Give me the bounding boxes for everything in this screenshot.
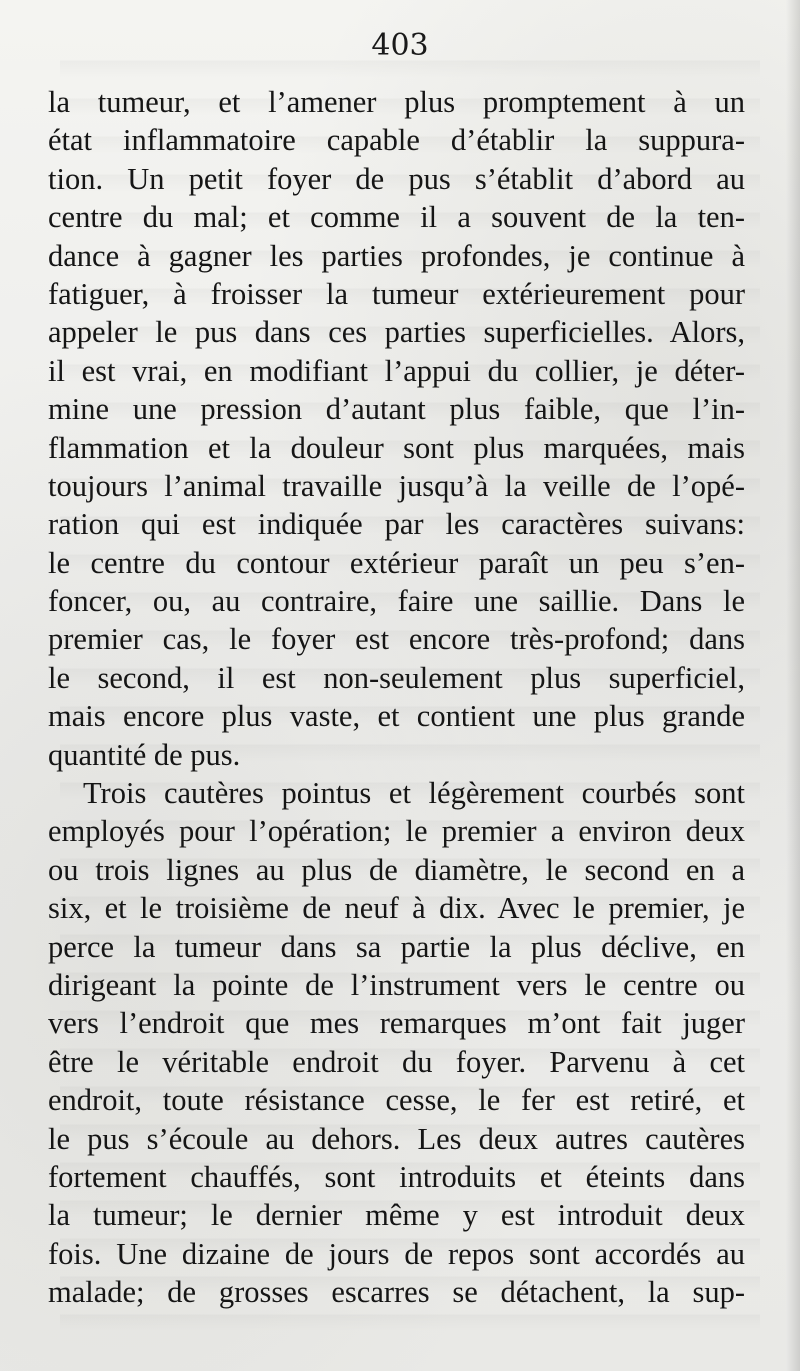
text-line: centre du mal; et comme il a souvent de la ten-	[48, 200, 745, 235]
page-edge-shadow	[786, 0, 800, 1371]
text-line: premier cas, le foyer est encore très-profond; dans	[48, 622, 745, 657]
text-line: tion. Un petit foyer de pus s’établit d’abord au	[48, 161, 745, 196]
paragraph-2	[48, 774, 745, 1311]
text-line: appeler le pus dans ces parties superficielles. Alors,	[48, 315, 745, 350]
text-line: la tumeur; le dernier même y est introduit deux	[48, 1198, 745, 1233]
text-line: le pus s’écoule au dehors. Les deux autres cautères	[48, 1121, 745, 1156]
text-line: fatiguer, à froisser la tumeur extérieurement pour	[48, 276, 745, 311]
text-line: fortement chauffés, sont introduits et éteints dans	[48, 1159, 745, 1194]
text-line: perce la tumeur dans sa partie la plus déclive, en	[48, 929, 745, 964]
page-number: 403	[371, 28, 429, 63]
text-line: il est vrai, en modifiant l’appui du collier, je déter-	[48, 353, 745, 388]
text-line: ou trois lignes au plus de diamètre, le second en a	[48, 852, 745, 887]
text-line: mais encore plus vaste, et contient une plus grande	[48, 699, 745, 734]
text-line: quantité de pus.	[48, 737, 241, 772]
text-line: endroit, toute résistance cesse, le fer est retiré, et	[48, 1083, 745, 1118]
text-line: état inflammatoire capable d’établir la suppura-	[48, 123, 745, 158]
text-line: ration qui est indiquée par les caractères suivans:	[48, 507, 745, 542]
text-line: fois. Une dizaine de jours de repos sont accordés au	[48, 1236, 745, 1271]
text-line: employés pour l’opération; le premier a environ deux	[48, 814, 745, 849]
text-line: la tumeur, et l’amener plus promptement à un	[48, 85, 745, 119]
text-line: flammation et la douleur sont plus marquées, mais	[48, 430, 745, 465]
text-line: vers l’endroit que mes remarques m’ont fait juger	[48, 1006, 745, 1041]
body-text	[48, 83, 745, 1312]
text-line: toujours l’animal travaille jusqu’à la veille de l’opé-	[48, 468, 745, 503]
text-line: dirigeant la pointe de l’instrument vers le centre ou	[48, 967, 745, 1002]
text-line: Trois cautères pointus et légèrement courbés sont	[83, 776, 745, 811]
text-line: le second, il est non-seulement plus superficiel,	[48, 660, 745, 695]
text-line: mine une pression d’autant plus faible, que l’in-	[48, 392, 745, 427]
text-line: être le véritable endroit du foyer. Parvenu à cet	[48, 1044, 745, 1079]
text-line: le centre du contour extérieur paraît un peu s’en-	[48, 545, 745, 580]
text-line: foncer, ou, au contraire, faire une saillie. Dans le	[48, 584, 745, 619]
text-line: malade; de grosses escarres se détachent, la sup-	[48, 1275, 745, 1310]
text-line: dance à gagner les parties profondes, je continue à	[48, 238, 745, 273]
text-line: six, et le troisième de neuf à dix. Avec le premier, je	[48, 891, 745, 926]
paragraph-1	[48, 83, 745, 774]
